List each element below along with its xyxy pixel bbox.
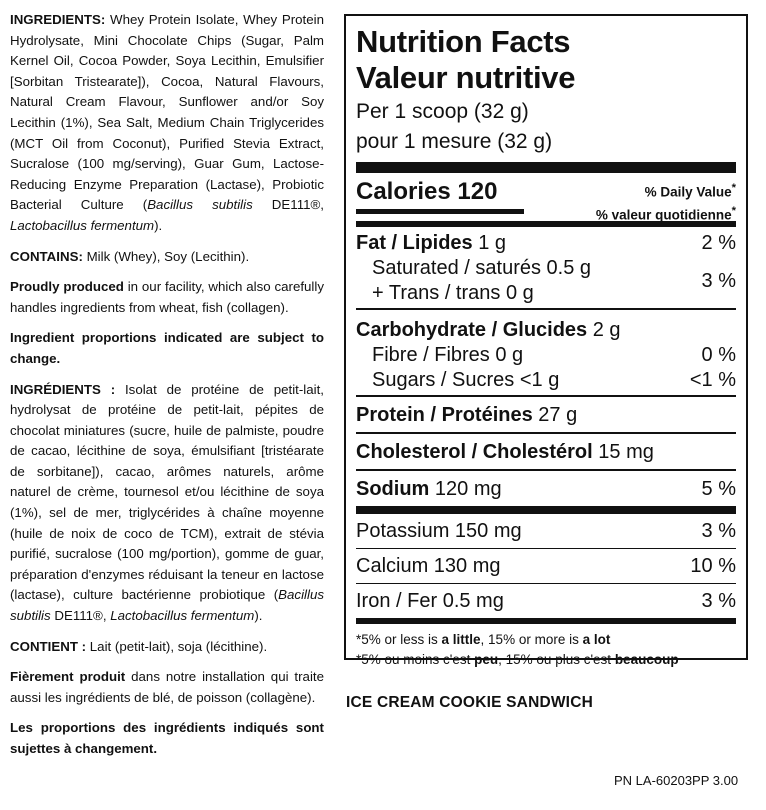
ingredients-fr-italic-1: Bacillus subtilis xyxy=(10,587,324,624)
ingredients-fr xyxy=(10,380,324,627)
ingredients-fr-italic-2: Lactobacillus fermentum xyxy=(110,608,255,624)
proportions-fr-text: Les proportions des ingrédients indiqués sont sujettes à changement. xyxy=(10,720,324,756)
carb-label: Carbohydrate / Glucides xyxy=(356,319,588,341)
cholesterol-row xyxy=(356,440,736,465)
footnote-fr xyxy=(356,650,736,670)
proportions-en xyxy=(10,328,324,369)
footnote-fr-a: *5% ou moins c'est xyxy=(356,652,475,667)
protein-row xyxy=(356,403,736,428)
sugars-pct: <1 % xyxy=(689,369,736,391)
ingredients-en-text-3: ). xyxy=(154,217,163,233)
ingredients-en xyxy=(10,10,324,237)
footnote-en-a: *5% or less is xyxy=(356,632,442,647)
ingredients-en-italic-1: Bacillus subtilis xyxy=(147,197,253,213)
sodium-section xyxy=(356,471,736,508)
fat-section xyxy=(356,227,736,310)
nutrition-facts-table xyxy=(344,14,748,667)
footnote-fr-b: peu xyxy=(474,652,499,667)
ingredients-fr-text-2: DE111®, xyxy=(50,608,111,624)
fat-amount: 1 g xyxy=(472,232,507,254)
dv-fr: % valeur quotidienne xyxy=(595,207,732,222)
thick-divider xyxy=(356,162,736,173)
contains-en-text: Milk (Whey), Soy (Lecithin). xyxy=(82,248,250,264)
serving-size-en: Per 1 scoop (32 g) xyxy=(356,100,529,123)
trans-label: + Trans / trans 0 g xyxy=(372,282,534,304)
sodium-label: Sodium xyxy=(356,478,430,500)
ingredients-fr-text-3: ). xyxy=(254,608,263,624)
footnote xyxy=(356,624,736,670)
produced-fr xyxy=(10,667,324,708)
carb-amount: 2 g xyxy=(587,319,621,341)
ingredients-en-text: Whey Protein Isolate, Whey Protein Hydrolysate, Mini Chocolate Chips (Sugar, Palm Kernel Oil, Cocoa Powder, Soya Lecithin, Emulsifier [Sorbitan Tristearate]), Cocoa, Natural Flavours, Natural Cream Flavour, Sunflower and/or Soy Lecithin (1%), Sea Salt, Medium Chain Triglycerides (MCT Oil from Coconut), Purified Stevia Extract, Sucralose (100 mg/serving), Guar Gum, Lactose-Reducing Enzyme Preparation (Lactase), Probiotic Bacterial Culture ( xyxy=(10,12,324,213)
part-number: PN LA-60203PP 3.00 xyxy=(614,773,739,788)
ingredients-en-italic-2: Lactobacillus fermentum xyxy=(10,217,155,233)
sodium-row xyxy=(356,477,736,502)
saturated-label: Saturated / saturés 0.5 g xyxy=(372,257,592,279)
protein-label: Protein / Protéines xyxy=(356,404,533,426)
produced-fr-label: Fièrement produit xyxy=(10,669,126,685)
produced-en xyxy=(10,277,324,318)
dv-en: % Daily Value xyxy=(644,184,732,200)
sugars-row xyxy=(356,368,736,393)
daily-value-header xyxy=(596,179,736,224)
ingredients-fr-label: INGRÉDIENTS : xyxy=(10,381,116,397)
serving-size-fr: pour 1 mesure (32 g) xyxy=(356,130,553,153)
footnote-fr-d: beaucoup xyxy=(614,652,679,667)
ingredients-en-label: INGREDIENTS: xyxy=(10,12,106,27)
footnote-fr-c: , 15% ou plus c'est xyxy=(498,652,615,667)
fibre-pct: 0 % xyxy=(701,344,736,366)
produced-en-label: Proudly produced xyxy=(10,279,124,295)
calories-underline xyxy=(356,209,524,214)
cholesterol-section xyxy=(356,434,736,471)
produced-fr-text: dans notre installation qui traite aussi les ingrédients de blé, de poisson (collagène). xyxy=(10,669,324,705)
proportions-en-text: Ingredient proportions indicated are subject to change. xyxy=(10,330,324,366)
calcium-label: Calcium 130 mg xyxy=(356,555,501,577)
fibre-row xyxy=(356,343,736,368)
produced-en-text: in our facility, which also carefully handles ingredients from wheat, fish (collagen). xyxy=(10,279,324,315)
contains-fr xyxy=(10,637,324,658)
fat-row xyxy=(356,231,736,256)
potassium-pct: 3 % xyxy=(701,520,736,542)
protein-amount: 27 g xyxy=(532,404,578,426)
calcium-row xyxy=(356,549,736,584)
contains-fr-label: CONTIENT : xyxy=(10,638,87,654)
ingredients-fr-text: Isolat de protéine de petit-lait, hydrolysat de protéine de petit-lait, pépites de chocolat miniatures (sucre, huile de palmiste, poudre de cacao, lécithine de soya, émulsifiant [tristéarate de sorbitane]), cacao, arômes naturels, arôme naturel de crème, tournesol et/ou lécithine de soya (1%), sel de mer, triglycérides à chaîne moyenne (huile de noix de coco de TCM), extrait de stévia purifié, sucralose (100 mg/portion), gomme de guar, préparation d'enzymes réduisant la teneur en lactose (lactase), culture bactérienne probiotique ( xyxy=(10,381,324,603)
cholesterol-label: Cholesterol / Cholestérol xyxy=(356,441,593,463)
protein-section xyxy=(356,397,736,434)
calories-row xyxy=(356,175,736,221)
ingredients-panel xyxy=(10,10,324,770)
sodium-amount: 120 mg xyxy=(429,478,502,500)
cholesterol-amount: 15 mg xyxy=(592,441,654,463)
sat-trans-group xyxy=(356,256,736,306)
footnote-en-d: a lot xyxy=(582,632,611,647)
sodium-pct: 5 % xyxy=(701,478,736,500)
footnote-en-c: , 15% or more is xyxy=(480,632,583,647)
calories-label: Calories 120 xyxy=(356,178,498,205)
fat-label: Fat / Lipides xyxy=(356,232,473,254)
carb-row xyxy=(356,318,736,343)
sat-trans-pct: 3 % xyxy=(701,269,736,292)
fibre-label: Fibre / Fibres 0 g xyxy=(372,344,524,366)
sugars-label: Sugars / Sucres <1 g xyxy=(372,369,560,391)
potassium-row xyxy=(356,514,736,549)
fat-pct: 2 % xyxy=(701,232,736,254)
footnote-en xyxy=(356,630,736,650)
dv-fr-star: * xyxy=(731,204,736,217)
potassium-label: Potassium 150 mg xyxy=(356,520,522,542)
dv-en-star: * xyxy=(731,182,736,194)
footnote-en-b: a little xyxy=(441,632,481,647)
proportions-fr xyxy=(10,718,324,759)
iron-label: Iron / Fer 0.5 mg xyxy=(356,590,504,612)
contains-en xyxy=(10,247,324,268)
nutrition-title-en: Nutrition Facts xyxy=(356,24,571,59)
iron-row xyxy=(356,584,736,618)
calcium-pct: 10 % xyxy=(690,555,736,577)
contains-fr-text: Lait (petit-lait), soja (lécithine). xyxy=(86,638,268,654)
contains-en-label: CONTAINS: xyxy=(10,248,83,264)
nutrition-title-fr: Valeur nutritive xyxy=(356,60,576,95)
ingredients-en-text-2: DE111®, xyxy=(252,197,324,213)
carb-section xyxy=(356,310,736,397)
product-name: ICE CREAM COOKIE SANDWICH xyxy=(346,694,593,711)
iron-pct: 3 % xyxy=(701,590,736,612)
